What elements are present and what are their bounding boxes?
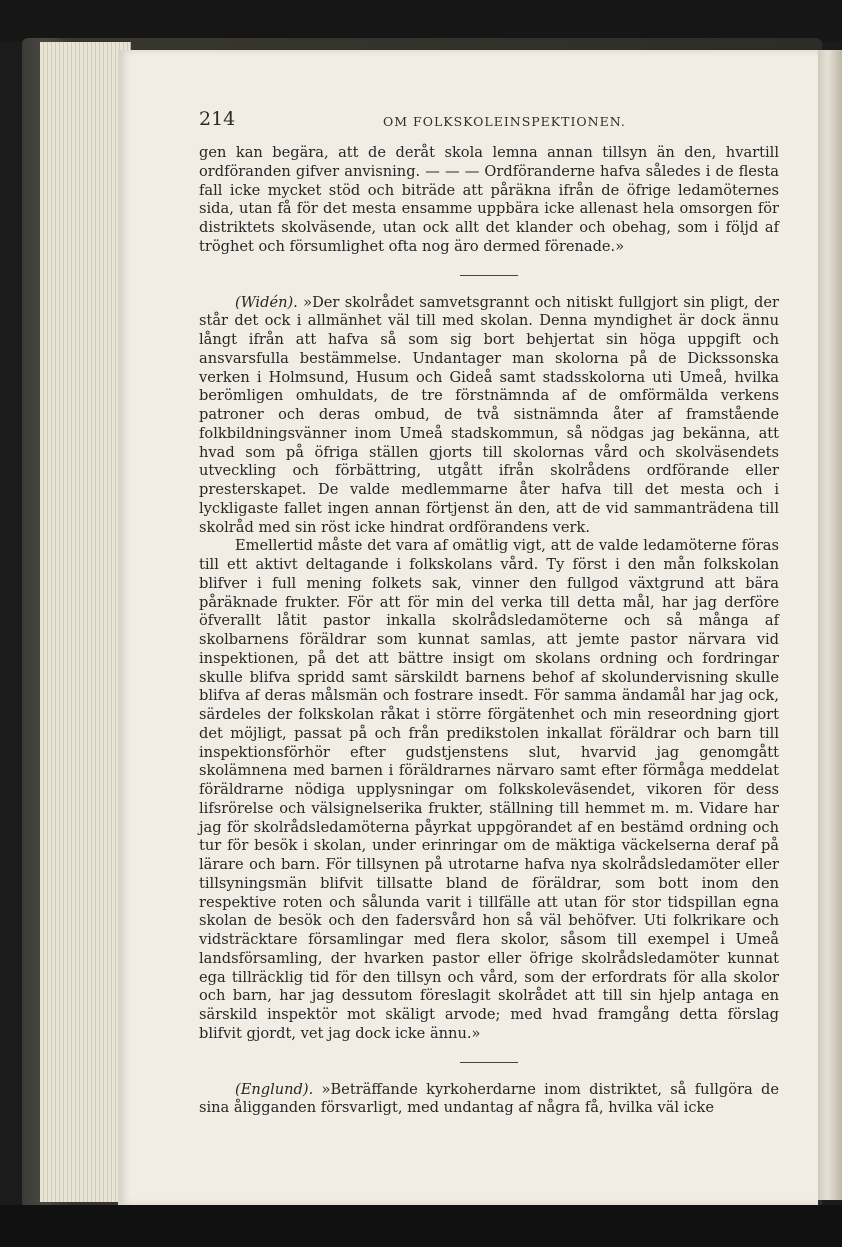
section-divider [460, 1062, 518, 1063]
speaker-name: (Widén). [235, 293, 298, 311]
page-header [199, 108, 771, 134]
background-bottom [0, 1205, 842, 1247]
running-head: OM FOLKSKOLEINSPEKTIONEN. [383, 114, 626, 129]
paragraph: Emellertid måste det vara af omätlig vigt, att de valde ledamöterne föras till ett aktivt deltagande i folkskolans vård. Ty först i den mån folkskolan blifver i full mening folkets sak, vinner den fullgod växtgrund att bära påräknade frukter. För att för min del verka till detta mål, har jag derföre öfverallt låtit pastor inkalla skolrådsledamöterne och så många af skolbarnens föräldrar som kunnat samlas, att jemte pastor närvara vid inspektionen, på det att bättre insigt om skolans ordning och fordringar skulle blifva spridd samt särskildt barnens behof af skolundervisning skulle blifva af deras målsmän och fostrare insedt. För samma ändamål har jag ock, särdeles der folkskolan råkat i större förgätenhet och min reseordning gjort det möjligt, passat på och från predikstolen inkallat föräldrar och barn till inspektionsförhör efter gudstjenstens slut, hvarvid jag genomgått skolämnena med barnen i föräldrarnes närvaro samt efter förmåga meddelat föräldrarne nödiga upplysningar om folkskoleväsendet, vikoren för dess lifsrörelse och välsignelserika frukter, ställning till hemmet m. m. Vidare har jag för skolrådsledamöterna påyrkat uppgörandet af en bestämd ordning och tur för besök i skolan, under erinringar om de mäktiga väckelserna deraf på lärare och barn. För tillsynen på utrotarne hafva nya skolrådsledamöter eller tillsyningsmän blifvit tillsatte bland de föräldrar, som bott inom den respektive roten och sålunda varit i tillfälle att utan för stor tidspillan egna skolan de besök och den fadersvård hon så väl behöfver. Uti folkrikare och vidsträcktare församlingar med flera skolor, såsom till exempel i Umeå landsförsamling, der hvarken pastor eller öfrige skolrådsledamöter kunnat ega tillräcklig tid för den tillsyn och vård, som der erfordrats för alla skolor och barn, har jag dessutom föreslagit skolrådet att till sin hjelp antaga en särskild inspektör mot skäligt arvode; med hvad framgång detta förslag blifvit gjordt, vet jag dock icke ännu.» [199, 537, 779, 1042]
paragraph: gen kan begära, att de deråt skola lemna annan tillsyn än den, hvartill ordföranden gifver anvisning. — — — Ordföranderne hafva således i de flesta fall icke mycket stöd och biträde att påräkna ifrån de öfrige ledamöternes sida, utan få för det mesta ensamme uppbära icke allenast hela omsorgen för distriktets skolväsende, utan ock allt det klander och obehag, som i följd af tröghet och försumlighet ofta nog äro dermed förenade.» [199, 144, 779, 255]
paragraph-text: »Der skolrådet samvetsgrannt och nitiskt fullgjort sin pligt, der står det ock i allmänhet väl till med skolan. Denna myndighet är dock ännu långt ifrån att hafva så som sig bort behjertat sin höga uppgift och ansvarsfulla bestämmelse. Undantager man skolorna på de Dickssonska verken i Holmsund, Husum och Gideå samt stadsskolorna uti Umeå, hvilka berömligen omhuldats, de tre förstnämnda af de omförmälda verkens patroner och deras ombud, de två sistnämnda åter af framstående folkbildningsvänner inom Umeå stadskommun, så nödgas jag bekänna, att hvad som på öfriga ställen gjorts till skolornas vård och skolväsendets utveckling och förbättring, utgått ifrån skolrådens ordförande eller presterskapet. De valde medlemmarne åter hafva till det mesta och i lyckligaste fallet ingen annan förtjenst än den, att de vid sammanträdena till skolråd med sin röst icke hindrat ordförandens verk. [199, 293, 780, 536]
background-top [0, 0, 842, 42]
next-page-edge [818, 50, 842, 1200]
page-body [199, 144, 779, 1118]
paragraph [199, 1081, 779, 1119]
paragraph [199, 294, 779, 538]
page-number: 214 [199, 108, 236, 130]
section-divider [460, 275, 518, 276]
speaker-name: (Englund). [235, 1080, 314, 1098]
paragraph-text: »Beträffande kyrkoherdarne inom distriktet, så fullgöra de sina åligganden försvarligt, med undantag af några få, hvilka väl icke [199, 1080, 779, 1117]
